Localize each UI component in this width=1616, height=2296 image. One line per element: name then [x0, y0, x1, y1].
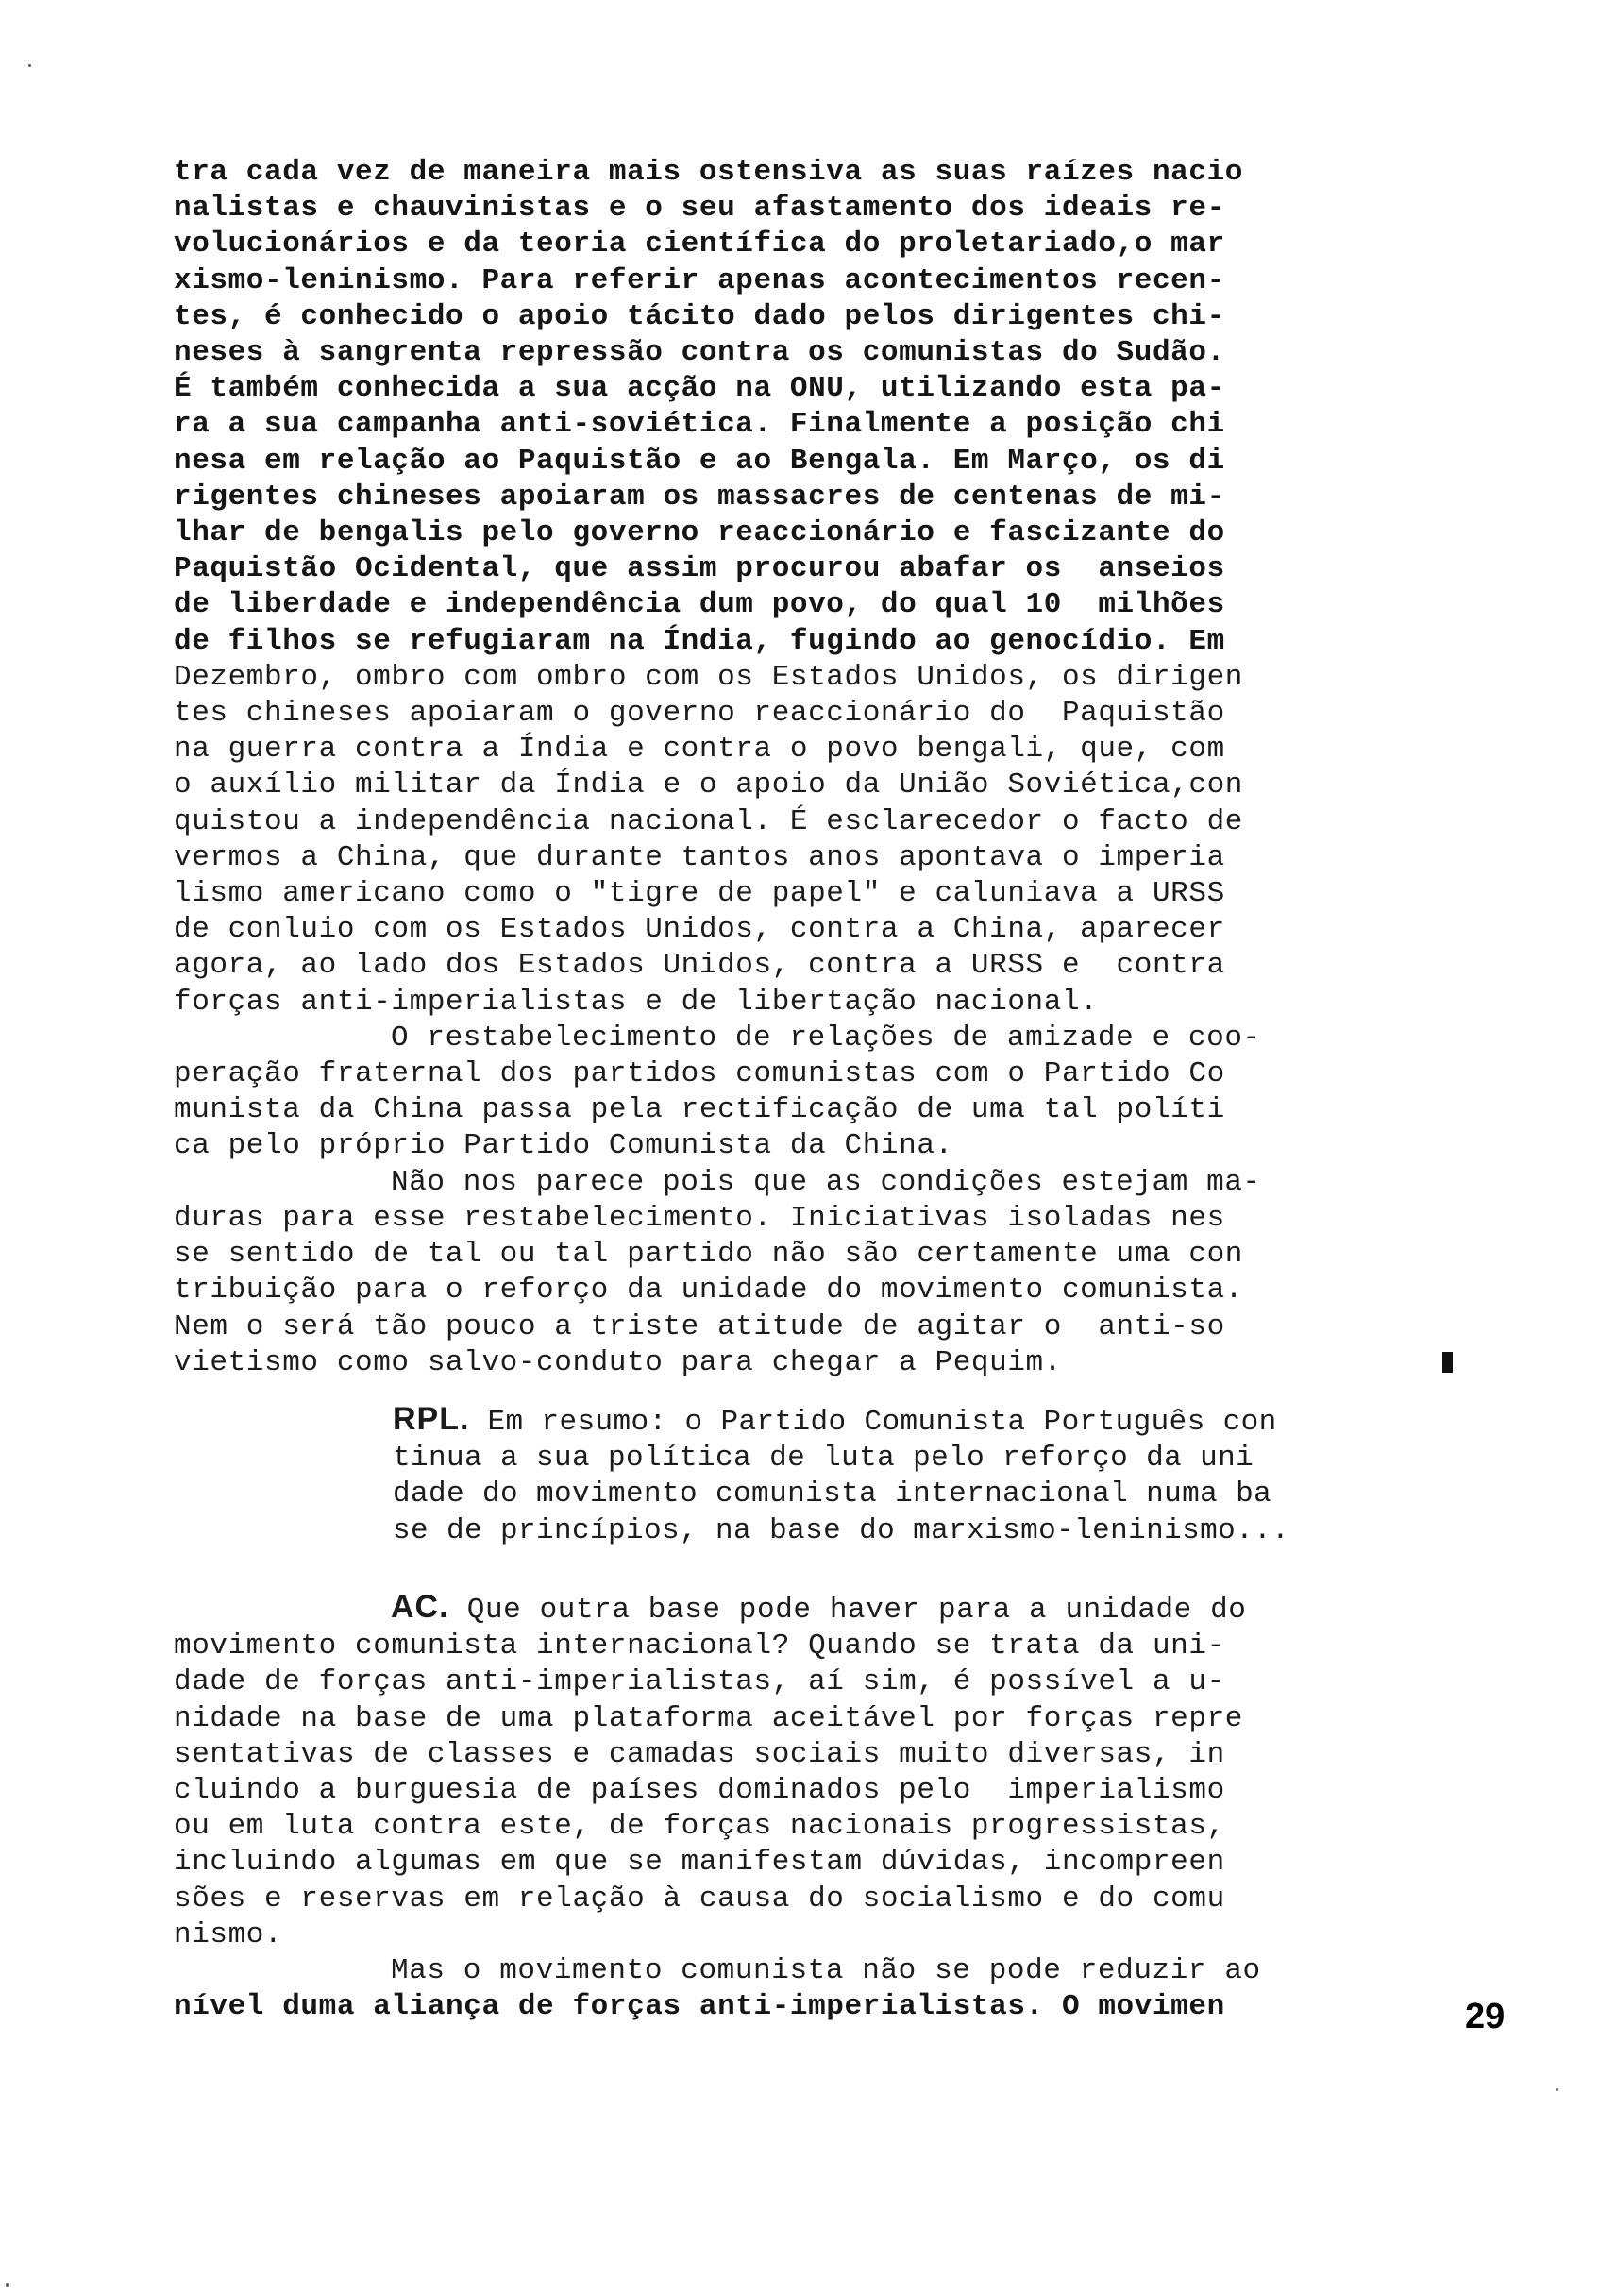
text-line: nismo. — [174, 1917, 283, 1951]
text-line: na guerra contra a Índia e contra o povo bengali, que, com — [174, 733, 1225, 767]
text-line: se sentido de tal ou tal partido não são certamente uma con — [174, 1238, 1243, 1272]
speaker-ac: AC. — [391, 1589, 449, 1625]
text-line: Dezembro, ombro com ombro com os Estados Unidos, os dirigen — [174, 660, 1243, 694]
text-line: munista da China passa pela rectificação de uma tal políti — [174, 1093, 1225, 1127]
text-line: forças anti-imperialistas e de libertação nacional. — [174, 985, 1099, 1019]
rpl-summary — [393, 1401, 1459, 1549]
text-line: rigentes chineses apoiaram os massacres de centenas de mi- — [174, 480, 1225, 514]
text-line: cluindo a burguesia de países dominados pelo imperialismo — [174, 1774, 1225, 1808]
text-line: peração fraternal dos partidos comunistas com o Partido Co — [174, 1057, 1225, 1091]
text-line: tes, é conhecido o apoio tácito dado pelos dirigentes chi- — [174, 299, 1225, 333]
text-line: nível duma aliança de forças anti-imperialistas. O movimen — [174, 1990, 1225, 2024]
text-line: tinua a sua política de luta pelo reforço da uni — [393, 1442, 1254, 1476]
text-line: tra cada vez de maneira mais ostensiva as suas raízes nacio — [174, 156, 1243, 189]
text-line: de conluio com os Estados Unidos, contra a China, aparecer — [174, 913, 1225, 947]
section-end-mark — [1442, 1352, 1453, 1373]
text-line: tes chineses apoiaram o governo reaccionário do Paquistão — [174, 697, 1225, 731]
text-line: Paquistão Ocidental, que assim procurou abafar os anseios — [174, 552, 1225, 586]
text-line: dade de forças anti-imperialistas, aí sim, é possível a u- — [174, 1665, 1225, 1699]
text-line: Em resumo: o Partido Comunista Português con — [487, 1406, 1277, 1439]
text-line: Nem o será tão pouco a triste atitude de agitar o anti-so — [174, 1309, 1225, 1343]
text-line: sões e reservas em relação à causa do socialismo e do comu — [174, 1882, 1225, 1916]
text-line: ou em luta contra este, de forças nacionais progressistas, — [174, 1810, 1225, 1844]
rpl-line — [393, 1401, 1459, 1441]
text-line: dade do movimento comunista internacional numa ba — [393, 1477, 1272, 1511]
scan-speck — [6, 2283, 9, 2287]
text-line: nidade na base de uma plataforma aceitável por forças repre — [174, 1701, 1243, 1735]
text-line: nalistas e chauvinistas e o seu afastamento dos ideais re- — [174, 192, 1225, 226]
text-line: incluindo algumas em que se manifestam dúvidas, incompreen — [174, 1846, 1225, 1880]
text-line: lhar de bengalis pelo governo reaccionário e fascizante do — [174, 516, 1225, 550]
text-line: movimento comunista internacional? Quando se trata da uni- — [174, 1629, 1225, 1663]
ac-line — [174, 1589, 1457, 1629]
text-line: sentativas de classes e camadas sociais muito diversas, in — [174, 1737, 1225, 1771]
text-line: lismo americano como o "tigre de papel" e caluniava a URSS — [174, 877, 1225, 911]
text-line: Não nos parece pois que as condições estejam ma- — [391, 1165, 1261, 1199]
scan-speck — [28, 64, 31, 67]
text-line: volucionários e da teoria científica do proletariado,o mar — [174, 228, 1225, 262]
paragraph-chinese-policy — [174, 155, 1457, 1021]
ac-response — [174, 1589, 1457, 2025]
text-line: O restabelecimento de relações de amizade e coo- — [391, 1021, 1261, 1055]
paragraph-restoration — [174, 1021, 1457, 1165]
text-line: quistou a independência nacional. É esclarecedor o facto de — [174, 804, 1243, 838]
text-line: de filhos se refugiaram na Índia, fugindo ao genocídio. Em — [174, 624, 1225, 658]
text-line: É também conhecida a sua acção na ONU, utilizando esta pa- — [174, 372, 1225, 406]
paragraph-conditions — [174, 1165, 1457, 1381]
text-line: se de princípios, na base do marxismo-leninismo... — [393, 1513, 1290, 1547]
text-line: vermos a China, que durante tantos anos apontava o imperia — [174, 840, 1225, 874]
text-line: Mas o movimento comunista não se pode reduzir ao — [391, 1954, 1261, 1988]
text-line: Que outra base pode haver para a unidade do — [466, 1594, 1247, 1627]
text-line: duras para esse restabelecimento. Iniciativas isoladas nes — [174, 1201, 1225, 1235]
text-line: neses à sangrenta repressão contra os comunistas do Sudão. — [174, 336, 1225, 370]
text-line: agora, ao lado dos Estados Unidos, contra a URSS e contra — [174, 949, 1225, 983]
speaker-rpl: RPL. — [393, 1401, 470, 1437]
text-line: ra a sua campanha anti-soviética. Finalmente a posição chi — [174, 408, 1225, 442]
text-line: o auxílio militar da Índia e o apoio da União Soviética,con — [174, 768, 1243, 802]
text-line: nesa em relação ao Paquistão e ao Bengala. Em Março, os di — [174, 444, 1225, 478]
text-line: tribuição para o reforço da unidade do movimento comunista. — [174, 1274, 1243, 1308]
text-line: de liberdade e independência dum povo, do qual 10 milhões — [174, 588, 1225, 622]
text-line: vietismo como salvo-conduto para chegar a Pequim. — [174, 1345, 1062, 1379]
text-line: xismo-leninismo. Para referir apenas acontecimentos recen- — [174, 263, 1225, 297]
text-line: ca pelo próprio Partido Comunista da China. — [174, 1129, 953, 1163]
page-number: 29 — [1465, 1997, 1506, 2036]
scan-speck — [1556, 2088, 1558, 2091]
article-body — [174, 155, 1457, 1381]
